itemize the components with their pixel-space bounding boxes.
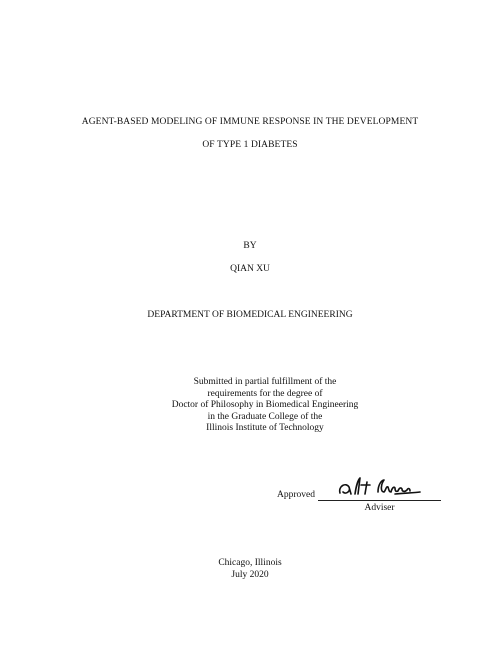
degree-statement-line-4: in the Graduate College of the xyxy=(207,411,323,422)
department-name: DEPARTMENT OF BIOMEDICAL ENGINEERING xyxy=(147,310,353,320)
degree-statement-line-3: Doctor of Philosophy in Biomedical Engineering xyxy=(171,400,359,410)
adviser-signature xyxy=(334,472,424,500)
author-name: QIAN XU xyxy=(230,264,270,274)
degree-statement xyxy=(150,377,380,435)
submission-date: July 2020 xyxy=(231,570,269,580)
degree-statement-line-1: Submitted in partial fulfillment of the xyxy=(193,377,337,387)
location: Chicago, Illinois xyxy=(218,558,282,568)
thesis-title-line-1: AGENT-BASED MODELING OF IMMUNE RESPONSE IN THE DEVELOPMENT xyxy=(81,117,419,127)
approved-label: Approved xyxy=(277,490,315,500)
by-label: BY xyxy=(243,241,257,251)
degree-statement-line-5: Illinois Institute of Technology xyxy=(206,423,324,433)
thesis-title-line-2: OF TYPE 1 DIABETES xyxy=(202,140,298,150)
signature-line xyxy=(318,500,441,501)
degree-statement-line-2: requirements for the degree of xyxy=(207,388,323,399)
adviser-label: Adviser xyxy=(364,503,395,513)
